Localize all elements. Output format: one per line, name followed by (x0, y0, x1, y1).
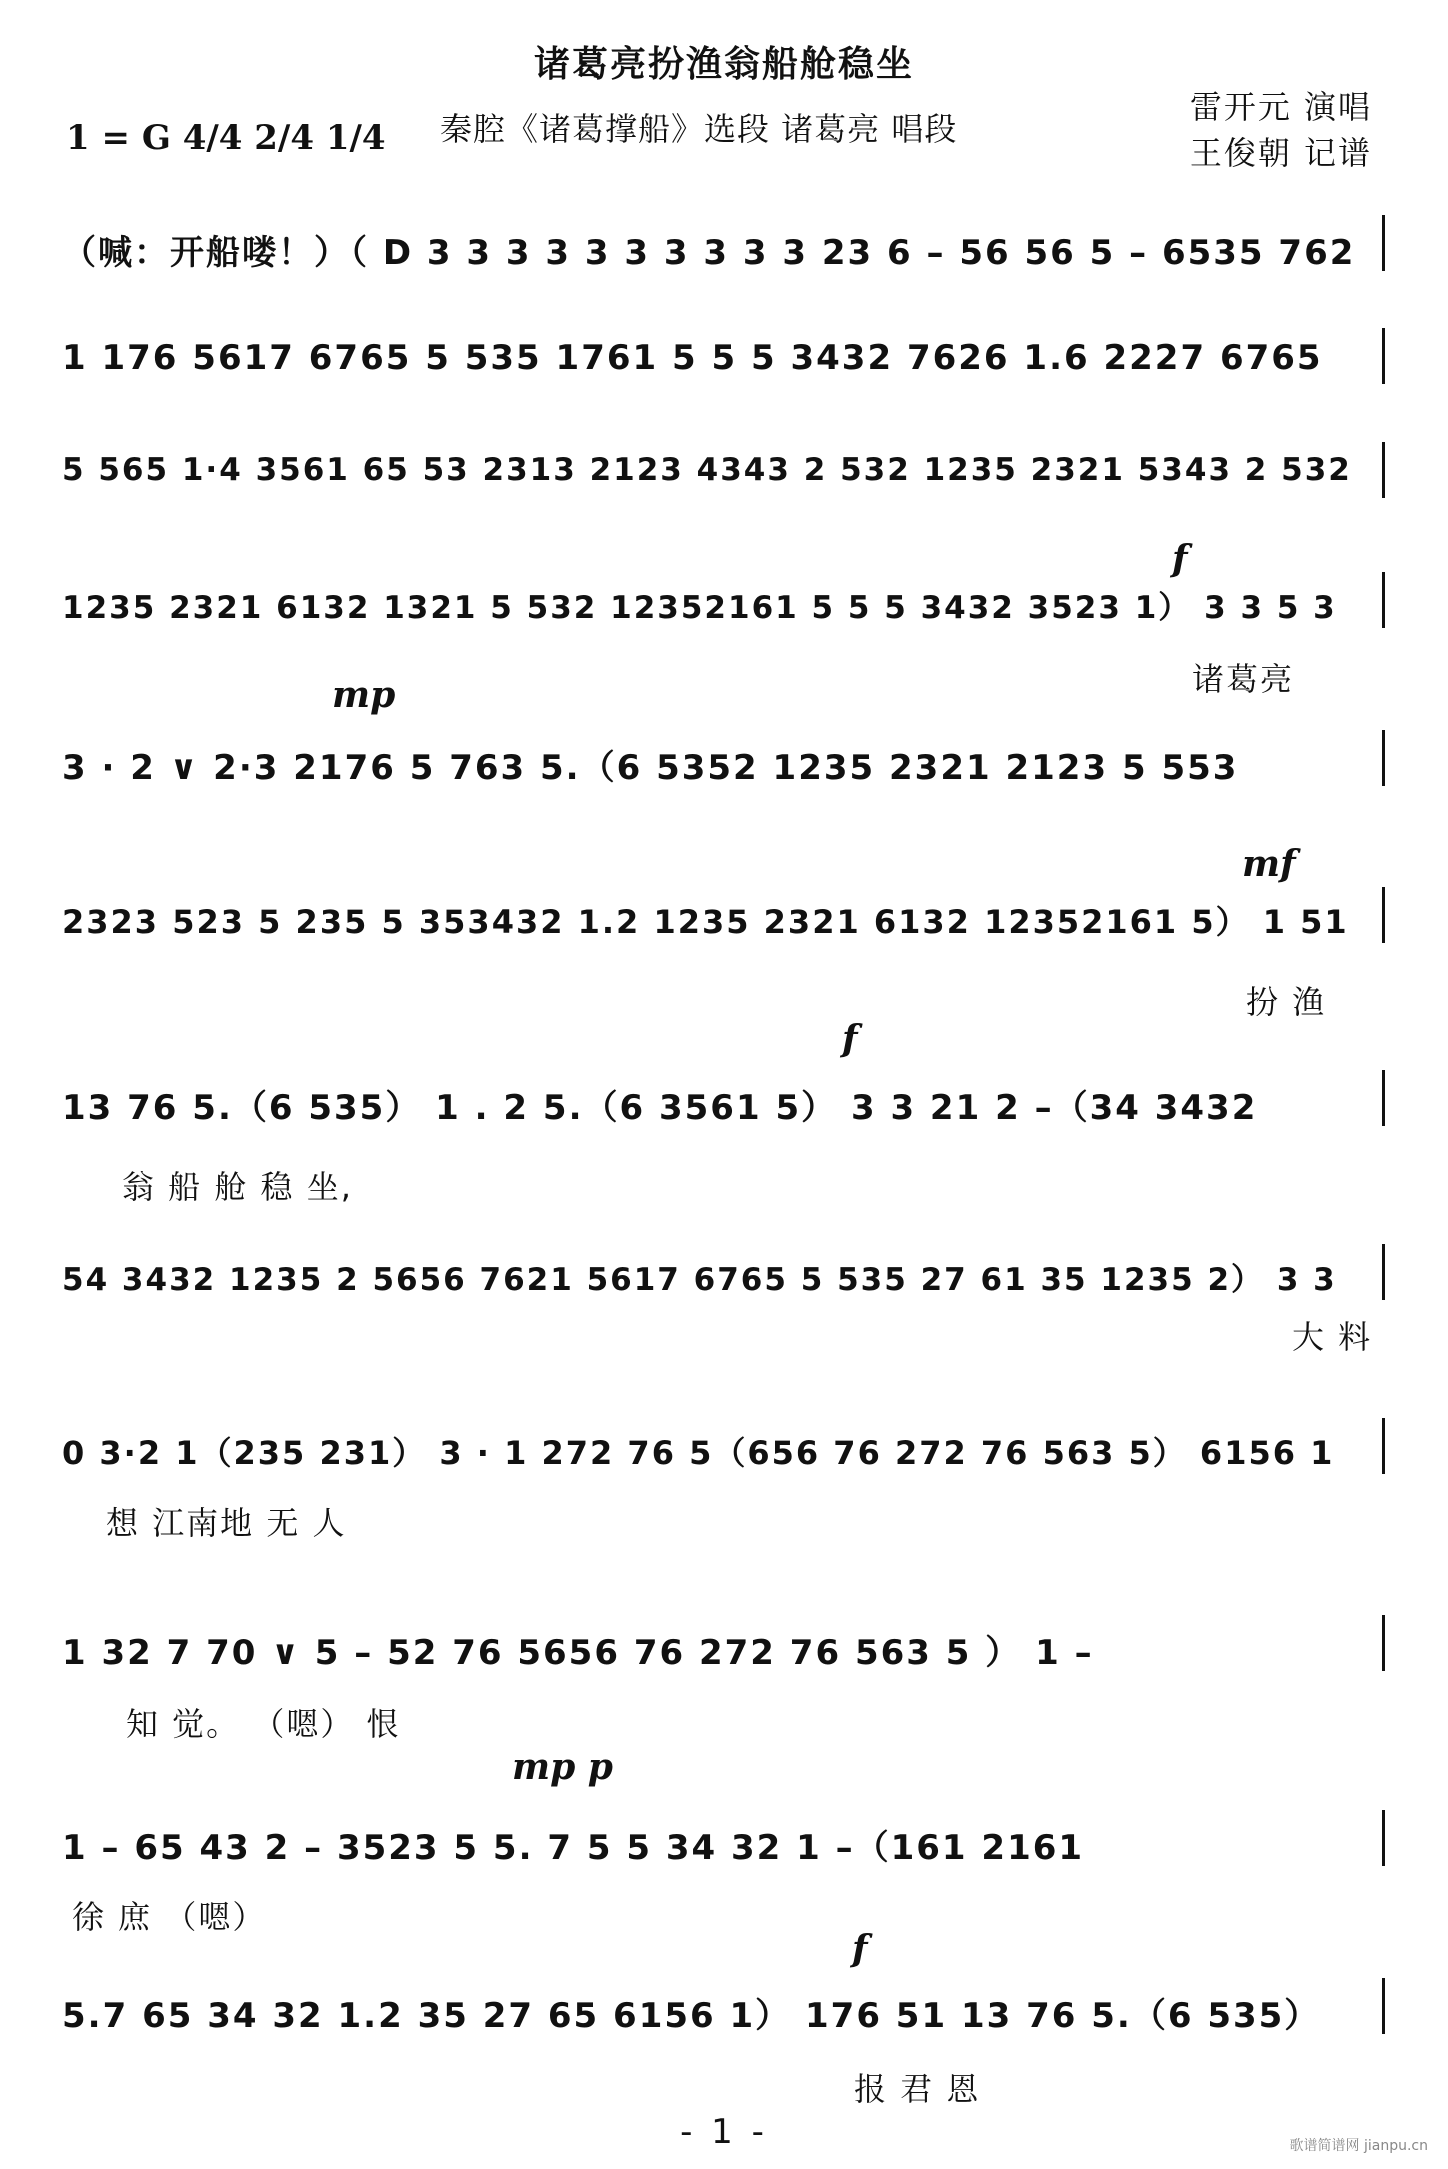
bar-line (1382, 1244, 1385, 1300)
bar-line (1382, 730, 1385, 786)
score-line-11 (62, 1746, 1392, 1936)
notation-line: 0 3·2 1（235 231） 3 · 1 272 76 5（656 76 272 76 563 5） 6156 1 (62, 1434, 1335, 1472)
lyric-line: 徐 庶 （嗯） (72, 1898, 267, 1936)
dynamic-marking: mp p (512, 1746, 613, 1788)
lyric-line: 想 江南地 无 人 (106, 1504, 347, 1542)
bar-line (1382, 328, 1385, 384)
notation-line: 13 76 5.（6 535） 1 . 2 5.（6 3561 5） 3 3 21 2 –（34 3432 (62, 1088, 1258, 1128)
bar-line (1382, 442, 1385, 498)
notation-line: 5.7 65 34 32 1.2 35 27 65 6156 1） 176 51 13 76 5.（6 535） (62, 1996, 1321, 2036)
notation-line: 5 565 1·4 3561 65 53 2313 2123 4343 2 532 1235 2321 5343 2 532 (62, 452, 1352, 488)
score-line-9 (62, 1428, 1392, 1542)
lyric-line: 大 料 (1292, 1318, 1373, 1356)
key-and-time-signature: 1 = G 4/4 2/4 1/4 (66, 118, 386, 158)
notation-line: 54 3432 1235 2 5656 7621 5617 6765 5 535 27 61 35 1235 2） 3 3 (62, 1262, 1337, 1298)
notation-line: 1235 2321 6132 1321 5 532 12352161 5 5 5 3432 3523 1） 3 3 5 3 (62, 590, 1337, 626)
lyric-line: 翁 船 舱 稳 坐, (122, 1168, 353, 1206)
score-line-12 (62, 1928, 1392, 2108)
bar-line (1382, 215, 1385, 271)
score-line-2 (62, 338, 1392, 408)
notation-line: 3 · 2 ∨ 2·3 2176 5 763 5.（6 5352 1235 2321 2123 5 553 (62, 748, 1239, 788)
dynamic-marking: mp (332, 674, 396, 716)
score-line-8 (62, 1254, 1392, 1356)
singer-credit: 雷开元 演唱 (1189, 88, 1372, 126)
notation-line: 1 176 5617 6765 5 535 1761 5 5 5 3432 7626 1.6 2227 6765 (62, 338, 1323, 378)
bar-line (1382, 1070, 1385, 1126)
notation-line: （喊：开船喽！）（ D 3 3 3 3 3 3 3 3 3 3 23 6 – 56 56 5 – 6535 762 (62, 233, 1356, 273)
score-line-3 (62, 452, 1392, 522)
score-line-1 (62, 225, 1392, 295)
score-subtitle: 秦腔《诸葛撑船》选段 诸葛亮 唱段 (440, 110, 958, 148)
bar-line (1382, 572, 1385, 628)
score-line-7 (62, 1018, 1392, 1206)
lyric-line: 扮 渔 (1246, 983, 1327, 1021)
notation-line: 2323 523 5 235 5 353432 1.2 1235 2321 6132 12352161 5） 1 51 (62, 903, 1349, 941)
bar-line (1382, 887, 1385, 943)
bar-line (1382, 1615, 1385, 1671)
dynamic-marking: f (1172, 538, 1188, 580)
bar-line (1382, 1810, 1385, 1866)
score-line-6 (62, 843, 1392, 1021)
notation-line: 1 – 65 43 2 – 3523 5 5. 7 5 5 34 32 1 –（161 2161 (62, 1828, 1085, 1868)
lyric-line: 知 觉。 （嗯） 恨 (126, 1705, 401, 1743)
lyric-line: 报 君 恩 (854, 2070, 981, 2108)
notation-line: 1 32 7 70 ∨ 5 – 52 76 5656 76 272 76 563 5 ） 1 – (62, 1633, 1094, 1673)
bar-line (1382, 1978, 1385, 2034)
page-number: - 1 - (680, 2112, 768, 2152)
lyric-line: 诸葛亮 (1192, 660, 1295, 698)
bar-line (1382, 1418, 1385, 1474)
site-watermark: 歌谱简谱网 jianpu.cn (1289, 2138, 1428, 2154)
score-title: 诸葛亮扮渔翁船舱稳坐 (533, 44, 914, 85)
dynamic-marking: f (852, 1928, 868, 1970)
transcriber-credit: 王俊朝 记谱 (1189, 134, 1372, 172)
dynamic-marking: f (842, 1018, 858, 1060)
score-line-10 (62, 1625, 1392, 1743)
dynamic-marking: mf (1242, 843, 1296, 885)
